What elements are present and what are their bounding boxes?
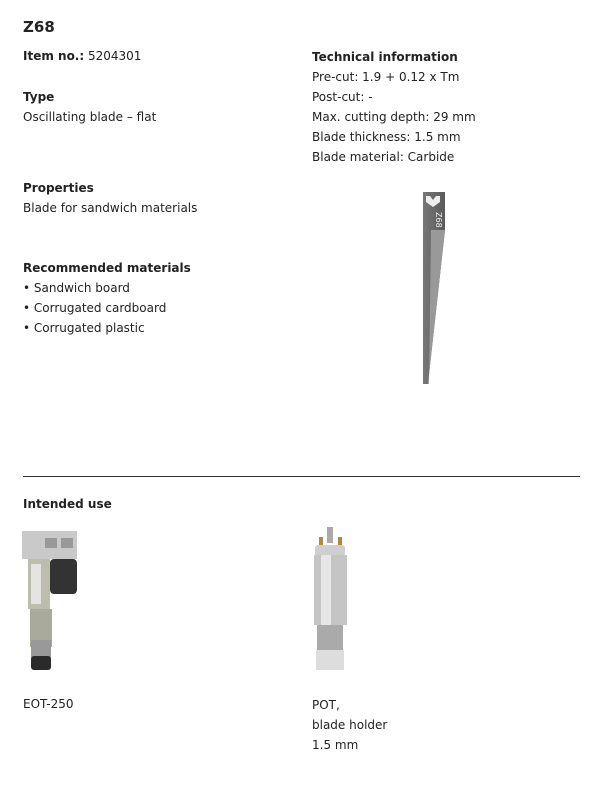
technical-line: Post-cut: -: [312, 90, 373, 104]
blade-engraving: Z68: [434, 212, 443, 228]
technical-line: Blade thickness: 1.5 mm: [312, 130, 461, 144]
material-item: • Corrugated cardboard: [23, 301, 167, 315]
material-item: • Corrugated plastic: [23, 321, 145, 335]
tool-label-line: POT,: [312, 698, 340, 712]
materials-section: [23, 258, 191, 338]
eot-250-image: [20, 528, 82, 673]
technical-line: Blade material: Carbide: [312, 150, 455, 164]
tool-label-pot: [312, 695, 387, 755]
technical-line: Pre-cut: 1.9 + 0.12 x Tm: [312, 70, 460, 84]
blade-image: [418, 190, 450, 386]
properties-heading: Properties: [23, 181, 94, 195]
tool-label-line: blade holder: [312, 718, 388, 732]
tool-label-eot-250: EOT-250: [23, 697, 74, 711]
page-title: Z68: [23, 18, 55, 36]
tool-label-line: 1.5 mm: [312, 738, 359, 752]
technical-section: [312, 47, 476, 167]
item-number-label: Item no.:: [23, 49, 85, 63]
type-heading: Type: [23, 90, 55, 104]
technical-heading: Technical information: [312, 50, 458, 64]
divider: [23, 476, 580, 477]
item-number: [23, 49, 141, 63]
pot-blade-holder-image: [305, 525, 357, 673]
properties-value: Blade for sandwich materials: [23, 201, 198, 215]
properties-section: [23, 178, 197, 218]
material-item: • Sandwich board: [23, 281, 130, 295]
type-value: Oscillating blade – flat: [23, 110, 157, 124]
intended-use-heading: Intended use: [23, 497, 112, 511]
materials-heading: Recommended materials: [23, 261, 191, 275]
item-number-value: 5204301: [88, 49, 142, 63]
technical-line: Max. cutting depth: 29 mm: [312, 110, 476, 124]
type-section: [23, 87, 156, 127]
